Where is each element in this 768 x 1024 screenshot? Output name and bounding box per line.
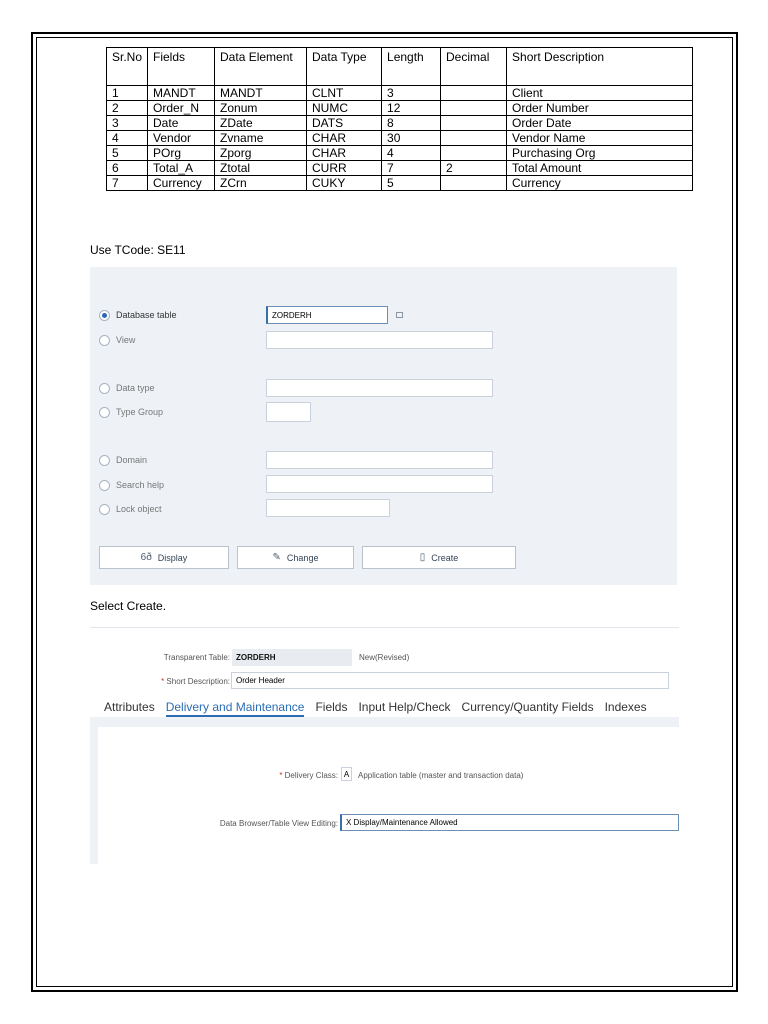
- delivery-class-description: Application table (master and transaction data): [358, 771, 524, 780]
- tab-strip: [104, 700, 658, 717]
- table-maintenance-screen: [90, 627, 679, 864]
- pencil-icon: ✎: [272, 552, 281, 563]
- radio-icon: [99, 335, 110, 346]
- change-button[interactable]: [237, 546, 354, 569]
- table-cell: [441, 131, 507, 146]
- value-help-icon[interactable]: [392, 308, 406, 322]
- select-create-instruction: Select Create.: [90, 599, 167, 613]
- radio-domain[interactable]: [99, 453, 147, 467]
- table-cell: Order Number: [507, 101, 693, 116]
- table-cell: 5: [107, 146, 148, 161]
- table-cell: 3: [107, 116, 148, 131]
- radio-view[interactable]: [99, 333, 135, 347]
- radio-label: Lock object: [116, 504, 162, 514]
- table-cell: 4: [382, 146, 441, 161]
- search-help-input[interactable]: [266, 475, 493, 493]
- table-row: [107, 131, 693, 146]
- column-header: Length: [382, 48, 441, 86]
- table-cell: Zonum: [215, 101, 307, 116]
- required-marker: *: [161, 677, 167, 686]
- radio-lock-object[interactable]: [99, 502, 162, 516]
- table-cell: Zvname: [215, 131, 307, 146]
- table-cell: [441, 176, 507, 191]
- radio-selected-icon: [99, 310, 110, 321]
- domain-input[interactable]: [266, 451, 493, 469]
- tab-attributes[interactable]: Attributes: [104, 700, 155, 714]
- table-row: [107, 116, 693, 131]
- table-cell: Currency: [148, 176, 215, 191]
- table-cell: 4: [107, 131, 148, 146]
- table-cell: NUMC: [307, 101, 382, 116]
- table-row: [107, 101, 693, 116]
- radio-label: Type Group: [116, 407, 164, 417]
- column-header: Fields: [148, 48, 215, 86]
- table-cell: 7: [382, 161, 441, 176]
- tab-indexes[interactable]: Indexes: [604, 700, 647, 714]
- table-cell: [441, 146, 507, 161]
- table-cell: 12: [382, 101, 441, 116]
- short-description-input[interactable]: Order Header: [231, 672, 669, 689]
- table-cell: CURR: [307, 161, 382, 176]
- column-header: Decimal: [441, 48, 507, 86]
- display-button-label: Display: [157, 552, 188, 563]
- fields-table: [106, 47, 693, 191]
- create-button-label: Create: [431, 552, 459, 563]
- radio-label: Data type: [116, 383, 155, 393]
- display-button[interactable]: [99, 546, 229, 569]
- table-cell: Zporg: [215, 146, 307, 161]
- radio-label: Database table: [116, 310, 177, 320]
- column-header: Data Element: [215, 48, 307, 86]
- table-cell: Date: [148, 116, 215, 131]
- table-cell: Currency: [507, 176, 693, 191]
- change-button-label: Change: [286, 552, 319, 563]
- table-cell: 1: [107, 86, 148, 101]
- view-input[interactable]: [266, 331, 493, 349]
- table-cell: 3: [382, 86, 441, 101]
- table-cell: CUKY: [307, 176, 382, 191]
- data-browser-select[interactable]: X Display/Maintenance Allowed: [340, 814, 679, 831]
- table-cell: Ztotal: [215, 161, 307, 176]
- delivery-class-label: [188, 771, 338, 780]
- radio-icon: [99, 407, 110, 418]
- short-description-label-text: Short Description:: [166, 677, 230, 686]
- table-cell: CHAR: [307, 146, 382, 161]
- column-header: Short Description: [507, 48, 693, 86]
- lock-object-input[interactable]: [266, 499, 390, 517]
- table-cell: DATS: [307, 116, 382, 131]
- se11-screen: [90, 267, 677, 585]
- table-cell: CLNT: [307, 86, 382, 101]
- radio-icon: [99, 383, 110, 394]
- create-button[interactable]: [362, 546, 516, 569]
- radio-type-group[interactable]: [99, 405, 163, 419]
- table-cell: MANDT: [215, 86, 307, 101]
- table-cell: 30: [382, 131, 441, 146]
- table-row: [107, 161, 693, 176]
- table-cell: [441, 86, 507, 101]
- table-row: [107, 86, 693, 101]
- table-cell: Total_A: [148, 161, 215, 176]
- column-header: Sr.No: [107, 48, 148, 86]
- table-cell: 7: [107, 176, 148, 191]
- table-cell: [441, 116, 507, 131]
- table-status: New(Revised): [359, 653, 410, 662]
- table-cell: ZCrn: [215, 176, 307, 191]
- table-cell: CHAR: [307, 131, 382, 146]
- tab-delivery-and-maintenance[interactable]: Delivery and Maintenance: [166, 700, 305, 717]
- table-cell: Vendor Name: [507, 131, 693, 146]
- table-cell: 6: [107, 161, 148, 176]
- transparent-table-value: ZORDERH: [232, 649, 352, 666]
- table-cell: [441, 101, 507, 116]
- radio-icon: [99, 480, 110, 491]
- table-cell: Purchasing Org: [507, 146, 693, 161]
- data-type-input[interactable]: [266, 379, 493, 397]
- table-row: [107, 146, 693, 161]
- radio-search-help[interactable]: [99, 478, 164, 492]
- table-cell: 2: [441, 161, 507, 176]
- radio-label: View: [116, 335, 136, 345]
- type-group-input[interactable]: [266, 402, 311, 422]
- table-cell: Order Date: [507, 116, 693, 131]
- table-cell: MANDT: [148, 86, 215, 101]
- tab-content: [98, 727, 679, 864]
- table-cell: 2: [107, 101, 148, 116]
- short-description-label: [110, 677, 230, 686]
- transparent-table-label: Transparent Table:: [163, 653, 230, 662]
- delivery-class-label-text: Delivery Class:: [284, 771, 338, 780]
- tab-currency-quantity-fields[interactable]: Currency/Quantity Fields: [461, 700, 594, 714]
- table-cell: 8: [382, 116, 441, 131]
- database-table-input[interactable]: ZORDERH: [266, 306, 388, 324]
- table-cell: Total Amount: [507, 161, 693, 176]
- radio-database-table[interactable]: [99, 308, 177, 322]
- tab-fields[interactable]: Fields: [315, 700, 348, 714]
- radio-label: Search help: [116, 480, 165, 490]
- radio-icon: [99, 504, 110, 515]
- data-browser-label: Data Browser/Table View Editing:: [219, 819, 338, 828]
- glasses-icon: 6ð: [140, 552, 152, 563]
- table-cell: ZDate: [215, 116, 307, 131]
- tcode-instruction: Use TCode: SE11: [90, 243, 186, 257]
- table-cell: Vendor: [148, 131, 215, 146]
- column-header: Data Type: [307, 48, 382, 86]
- radio-data-type[interactable]: [99, 381, 155, 395]
- table-cell: POrg: [148, 146, 215, 161]
- required-marker: *: [279, 771, 285, 780]
- tab-input-help-check[interactable]: Input Help/Check: [358, 700, 451, 714]
- table-row: [107, 176, 693, 191]
- new-document-icon: ▯: [419, 552, 426, 563]
- delivery-class-input[interactable]: A: [341, 767, 352, 781]
- table-header-row: [107, 48, 693, 86]
- table-cell: 5: [382, 176, 441, 191]
- radio-icon: [99, 455, 110, 466]
- table-cell: Client: [507, 86, 693, 101]
- table-cell: Order_N: [148, 101, 215, 116]
- radio-label: Domain: [116, 455, 148, 465]
